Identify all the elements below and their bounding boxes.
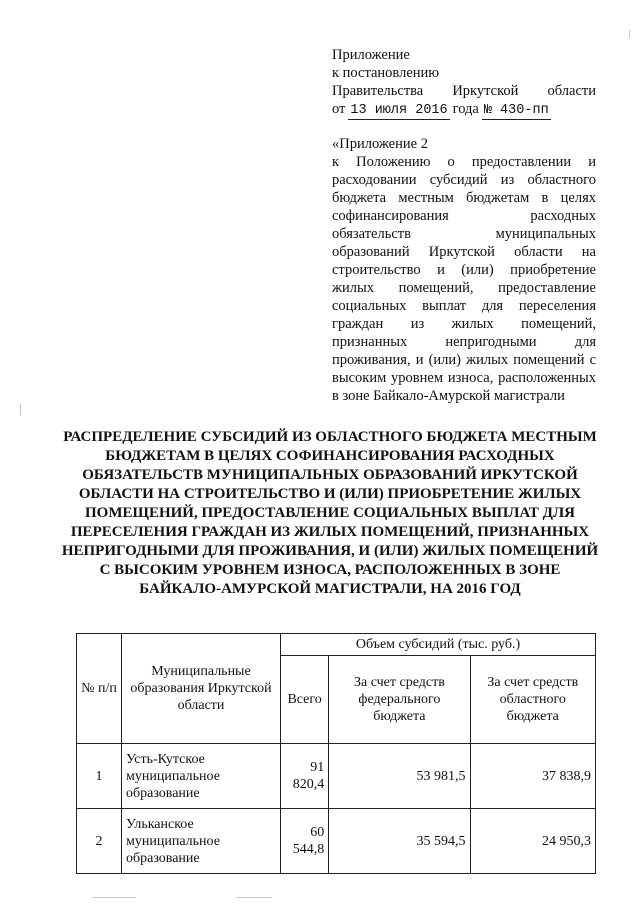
row-num: 2 — [77, 809, 122, 874]
order-prefix: от — [332, 101, 346, 117]
region-word: области — [547, 83, 596, 99]
row-municipality: Усть-Кутское муниципальное образование — [122, 744, 281, 809]
irkutsk-word: Иркутской — [452, 83, 519, 99]
header-volume: Объем субсидий (тыс. руб.) — [281, 634, 596, 656]
header-num: № п/п — [77, 634, 122, 744]
row-regional: 37 838,9 — [470, 744, 595, 809]
table-row — [77, 809, 596, 874]
header-municipality: Муниципальные образования Иркутской области — [122, 634, 281, 744]
row-federal: 35 594,5 — [329, 809, 470, 874]
attachment-government-line — [332, 82, 596, 100]
row-total: 91 820,4 — [281, 744, 329, 809]
scan-artifact — [629, 30, 630, 38]
row-total: 60 544,8 — [281, 809, 329, 874]
table-row — [77, 744, 596, 809]
row-num: 1 — [77, 744, 122, 809]
row-federal: 53 981,5 — [329, 744, 470, 809]
header-total: Всего — [281, 656, 329, 744]
order-year-word: года — [452, 101, 479, 117]
attachment-sub-body: к Положению о предоставлении и расходовании субсидий из областного бюджета местным бюджетам в целях софинансирования расходных обязательств муниципальных образований Иркутской области на строительство и (или) приобретение жилых помещений, предоставление социальных выплат для переселения граждан из жилых помещений, признанных непригодными для проживания, и (или) жилых помещений с высоким уровнем износа, расположенных в зоне Байкало-Амурской магистрали — [332, 154, 596, 404]
subsidies-table — [76, 633, 596, 874]
attachment-label: Приложение — [332, 47, 410, 63]
scan-artifact — [236, 897, 272, 898]
header-federal: За счет средств федерального бюджета — [329, 656, 470, 744]
order-date: 13 июля 2016 — [350, 103, 448, 118]
row-municipality: Ульканское муниципальное образование — [122, 809, 281, 874]
attachment-to-resolution: к постановлению — [332, 65, 440, 81]
document-title: РАСПРЕДЕЛЕНИЕ СУБСИДИЙ ИЗ ОБЛАСТНОГО БЮДЖЕТА МЕСТНЫМ БЮДЖЕТАМ В ЦЕЛЯХ СОФИНАНСИРОВАНИЯ РАСХОДНЫХ ОБЯЗАТЕЛЬСТВ МУНИЦИПАЛЬНЫХ ОБРАЗОВАНИЙ ИРКУТСКОЙ ОБЛАСТИ НА СТРОИТЕЛЬСТВО И (ИЛИ) ПРИОБРЕТЕНИЕ ЖИЛЫХ ПОМЕЩЕНИЙ, ПРЕДОСТАВЛЕНИЕ СОЦИАЛЬНЫХ ВЫПЛАТ ДЛЯ ПЕРЕСЕЛЕНИЯ ГРАЖДАН ИЗ ЖИЛЫХ ПОМЕЩЕНИЙ, ПРИЗНАННЫХ НЕПРИГОДНЫМИ ДЛЯ ПРОЖИВАНИЯ, И (ИЛИ) ЖИЛЫХ ПОМЕЩЕНИЙ С ВЫСОКИМ УРОВНЕМ ИЗНОСА, РАСПОЛОЖЕННЫХ В ЗОНЕ БАЙКАЛО-АМУРСКОЙ МАГИСТРАЛИ, НА 2016 ГОД — [61, 429, 599, 597]
header-regional: За счет средств областного бюджета — [470, 656, 595, 744]
row-regional: 24 950,3 — [470, 809, 595, 874]
attachment-sub — [332, 135, 596, 405]
government-word: Правительства — [332, 83, 424, 99]
scan-artifact — [20, 404, 21, 416]
table-header-row — [77, 634, 596, 656]
order-number: № 430-пп — [483, 103, 549, 118]
scan-artifact — [92, 897, 136, 898]
attachment-header — [332, 46, 596, 120]
attachment-sub-title: «Приложение 2 — [332, 136, 428, 152]
order-line — [332, 100, 596, 120]
